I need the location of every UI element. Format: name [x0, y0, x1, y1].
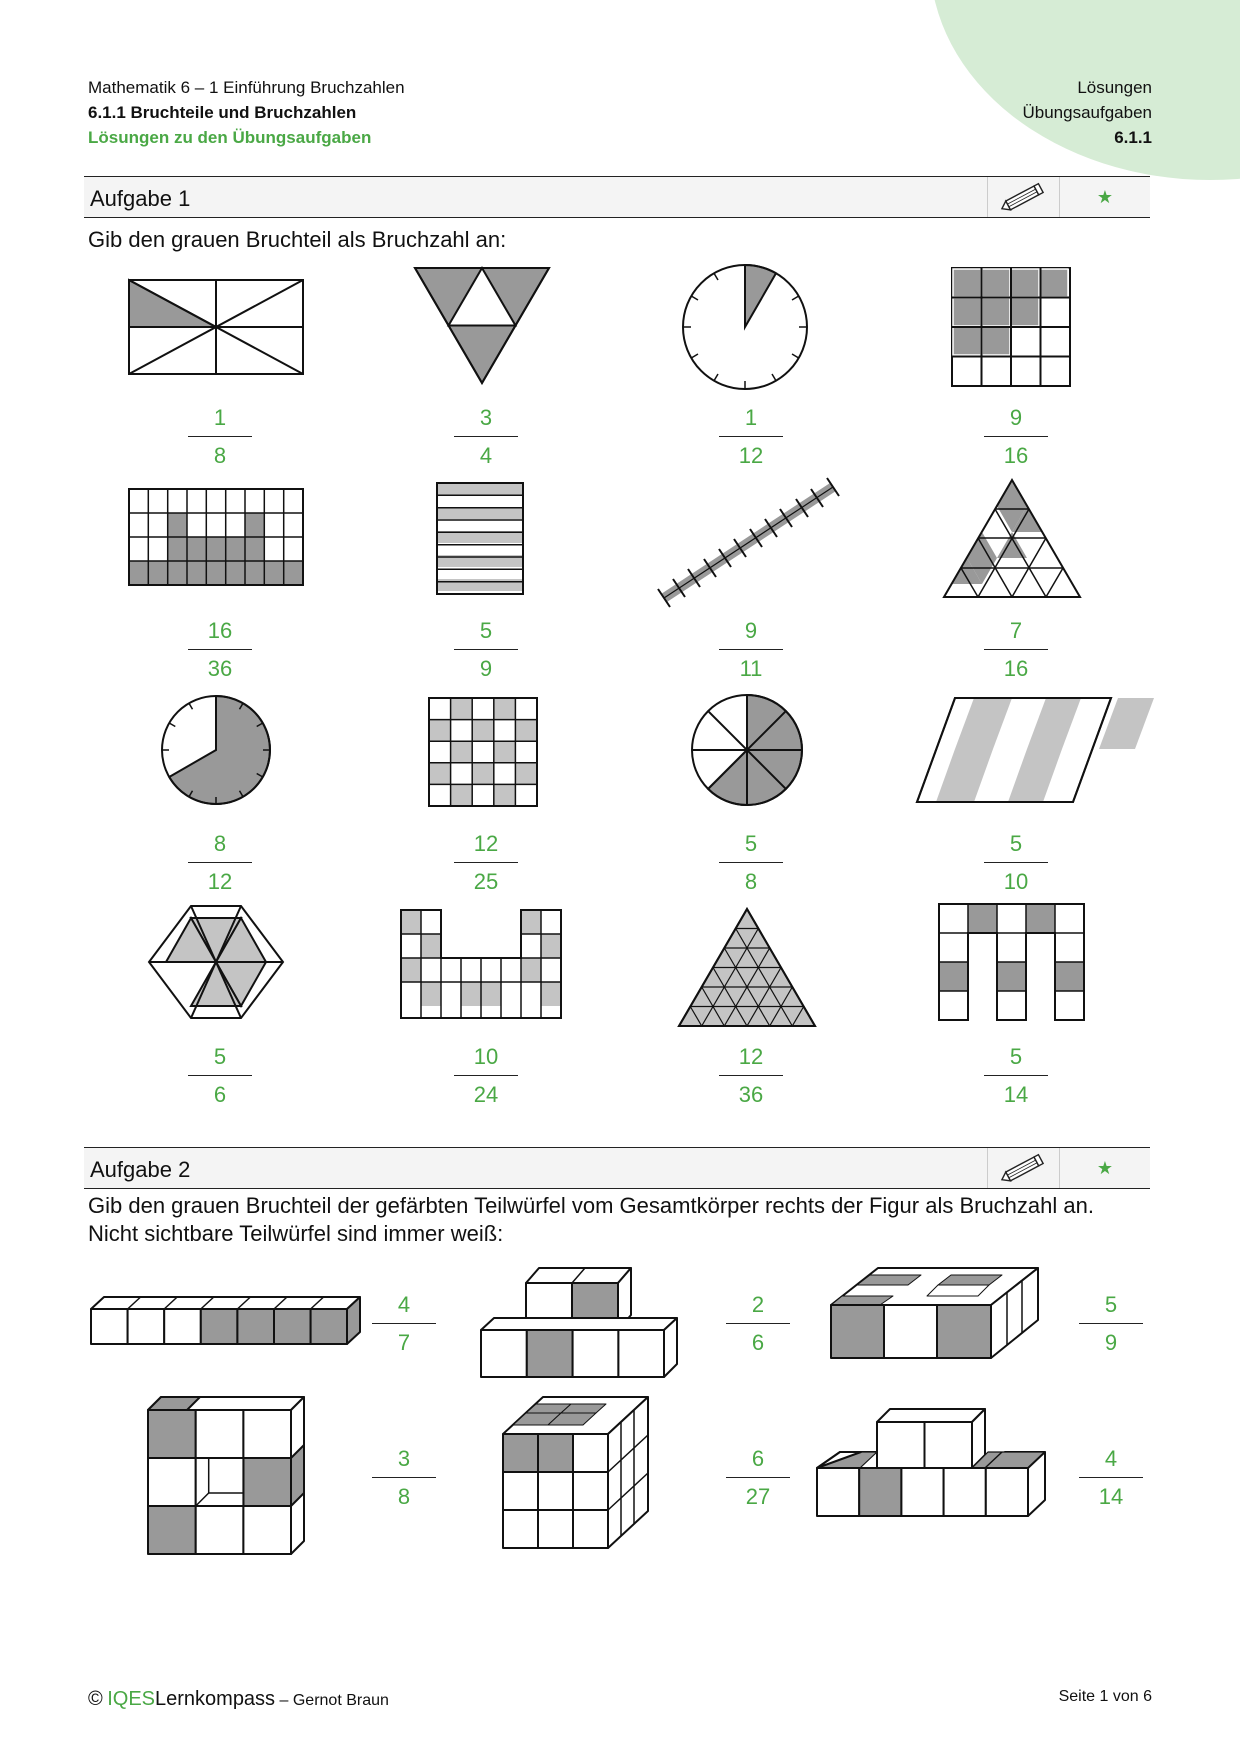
task2-title: Aufgabe 2 — [90, 1157, 191, 1182]
answer-fraction: 12 36 — [719, 1042, 783, 1110]
answer-fraction: 1 12 — [719, 403, 783, 471]
answer-fraction: 5 10 — [984, 829, 1048, 897]
author: – Gernot Braun — [279, 1692, 389, 1709]
copyright-icon: © — [88, 1688, 103, 1710]
answer-fraction: 4 7 — [372, 1290, 436, 1358]
cube-three-by-three — [503, 1397, 648, 1548]
answer-fraction: 2 6 — [726, 1290, 790, 1358]
task2-instruction-line1: Gib den grauen Bruchteil der gefärbten Teilwürfel vom Gesamtkörper rechts der Figur als Bruchzahl an. — [88, 1193, 1094, 1218]
answer-fraction: 9 16 — [984, 403, 1048, 471]
footer-credits — [88, 1688, 389, 1711]
cube-step-six — [481, 1268, 677, 1377]
answer-fraction: 6 27 — [726, 1444, 790, 1512]
cube-row-seven — [91, 1297, 360, 1344]
difficulty-star-icon: ★ — [1059, 1148, 1150, 1188]
page-number: Seite 1 von 6 — [1058, 1688, 1152, 1705]
answer-fraction: 5 6 — [188, 1042, 252, 1110]
answer-fraction: 5 14 — [984, 1042, 1048, 1110]
answer-fraction: 3 4 — [454, 403, 518, 471]
answer-fraction: 3 8 — [372, 1444, 436, 1512]
header-right-line3: 6.1.1 — [1114, 128, 1152, 147]
header-right-line1: Lösungen — [1077, 78, 1152, 97]
answer-fraction: 4 14 — [1079, 1444, 1143, 1512]
answer-fraction: 5 8 — [719, 829, 783, 897]
answer-fraction: 5 9 — [1079, 1290, 1143, 1358]
solutions-subtitle: Lösungen zu den Übungsaufgaben — [88, 128, 372, 147]
answer-fraction: 8 12 — [188, 829, 252, 897]
task1-instruction: Gib den grauen Bruchteil als Bruchzahl an: — [88, 227, 507, 252]
answer-fraction: 1 8 — [188, 403, 252, 471]
answer-fraction: 16 36 — [188, 616, 252, 684]
header-right-line2: Übungsaufgaben — [1022, 103, 1152, 122]
answer-fraction: 5 9 — [454, 616, 518, 684]
cube-stair-fourteen — [817, 1409, 1045, 1516]
section-title: 6.1.1 Bruchteile und Bruchzahlen — [88, 103, 357, 122]
brand-logo: IQESLernkompass — [107, 1688, 276, 1710]
cube-block-nine — [831, 1268, 1038, 1358]
task1-title: Aufgabe 1 — [90, 186, 191, 211]
task2-instruction-line2: Nicht sichtbare Teilwürfel sind immer weiß: — [88, 1221, 504, 1246]
answer-fraction: 7 16 — [984, 616, 1048, 684]
answer-fraction: 10 24 — [454, 1042, 518, 1110]
answer-fraction: 12 25 — [454, 829, 518, 897]
difficulty-star-icon: ★ — [1059, 177, 1150, 217]
cube-frame-eight — [148, 1397, 304, 1554]
course-title: Mathematik 6 – 1 Einführung Bruchzahlen — [88, 78, 405, 97]
answer-fraction: 9 11 — [719, 616, 783, 684]
